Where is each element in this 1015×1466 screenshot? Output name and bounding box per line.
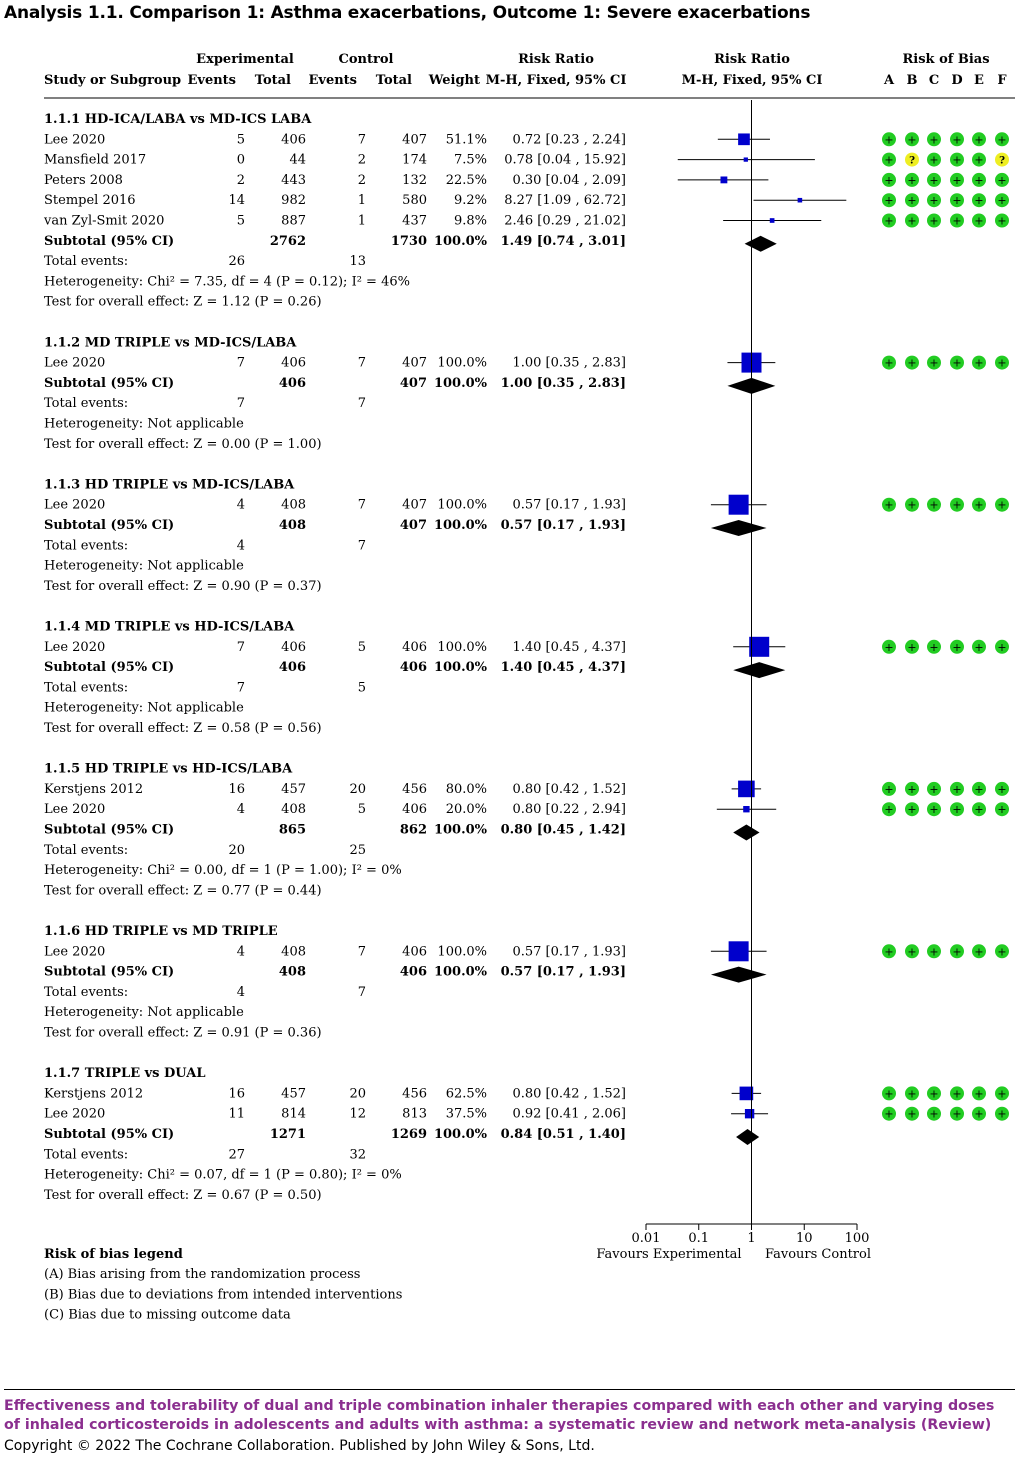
subgroup-6-subtotal-total-control: 406 (399, 964, 427, 980)
subgroup-1-study-1-bias-B-symbol: + (907, 133, 917, 147)
subgroup-4-study-1-bias-F-symbol: + (997, 640, 1007, 654)
subgroup-1-study-2-total-control: 174 (402, 152, 427, 168)
subgroup-1-study-5-bias-A-symbol: + (884, 214, 894, 228)
subgroup-6-study-1-risk-ratio: 0.57 [0.17 , 1.93] (512, 944, 626, 960)
x-tick-label-3: 10 (795, 1231, 813, 1246)
subgroup-7-subtotal-total-experimental: 1271 (269, 1127, 306, 1142)
subgroup-2-study-1-bias-E-symbol: + (974, 356, 984, 370)
subgroup-5-study-1-events-control: 20 (349, 781, 366, 797)
subgroup-1-study-2-name: Mansfield 2017 (44, 152, 147, 168)
subgroup-1-total-events-label: Total events: (44, 254, 129, 270)
subgroup-1-study-2-bias-C-symbol: + (929, 153, 939, 167)
subgroup-7-study-2-point (745, 1109, 754, 1118)
subgroup-5-subtotal-total-control: 862 (399, 822, 427, 838)
x-tick-label-1: 0.1 (688, 1231, 710, 1246)
subgroup-5-study-2-bias-F-symbol: + (997, 803, 1007, 817)
subgroup-1-study-5-total-control: 437 (402, 213, 427, 229)
subgroup-1-study-5-risk-ratio: 2.46 [0.29 , 21.02] (504, 213, 626, 229)
subgroup-4-study-1-weight: 100.0% (437, 639, 487, 655)
subgroup-6-total-events-label: Total events: (44, 984, 129, 1000)
subgroup-1-study-1-total-experimental: 406 (281, 132, 306, 148)
subgroup-7-study-2-bias-E-symbol: + (974, 1107, 984, 1121)
subgroup-3-study-1-bias-F-symbol: + (997, 498, 1007, 512)
subgroup-6-study-1-total-control: 406 (402, 944, 427, 960)
subgroup-6-study-1-total-experimental: 408 (281, 944, 306, 960)
subgroup-4-subtotal-diamond (733, 662, 785, 678)
subgroup-1-study-3-risk-ratio: 0.30 [0.04 , 2.09] (512, 172, 626, 188)
subgroup-3-study-1-bias-D-symbol: + (952, 498, 962, 512)
subgroup-1-study-5-total-experimental: 887 (281, 213, 306, 229)
subgroup-1-study-4-total-experimental: 982 (281, 193, 306, 209)
subgroup-4-overall-effect: Test for overall effect: Z = 0.58 (P = 0.56) (44, 721, 322, 736)
subgroup-6-study-1-bias-D-symbol: + (952, 945, 962, 959)
subgroup-1-study-3-bias-D-symbol: + (952, 173, 962, 187)
copyright-notice: Copyright © 2022 The Cochrane Collaboration. Published by John Wiley & Sons, Ltd. (4, 1438, 595, 1454)
subgroup-7-study-1-bias-B-symbol: + (907, 1087, 917, 1101)
header-risk-of-bias: Risk of Bias (902, 52, 990, 67)
subgroup-5-study-2-bias-C-symbol: + (929, 803, 939, 817)
subgroup-2-subtotal-label: Subtotal (95% CI) (44, 375, 175, 391)
subgroup-7-study-1-bias-A-symbol: + (884, 1087, 894, 1101)
subgroup-4-study-1-name: Lee 2020 (44, 639, 106, 655)
subgroup-1-study-2-bias-D-symbol: + (952, 153, 962, 167)
subgroup-1-study-1-point (738, 133, 750, 145)
x-tick-label-2: 1 (747, 1231, 756, 1246)
subgroup-2-study-1-name: Lee 2020 (44, 355, 106, 371)
subgroup-7-study-1-bias-E-symbol: + (974, 1087, 984, 1101)
subgroup-1-study-2-events-experimental: 0 (236, 152, 245, 168)
subgroup-1-study-1-risk-ratio: 0.72 [0.23 , 2.24] (512, 132, 626, 148)
subgroup-6-subtotal-diamond (711, 967, 767, 983)
subgroup-4-title: 1.1.4 MD TRIPLE vs HD-ICS/LABA (44, 619, 295, 635)
subgroup-1-study-4-bias-C-symbol: + (929, 194, 939, 208)
header-total-experimental: Total (254, 73, 291, 88)
subgroup-2-subtotal-weight: 100.0% (433, 375, 487, 391)
subgroup-5-subtotal-diamond (733, 825, 759, 841)
subgroup-7-study-1-events-experimental: 16 (228, 1086, 245, 1102)
subgroup-5-study-1-point (738, 781, 755, 798)
subgroup-1-study-4-bias-E-symbol: + (974, 194, 984, 208)
subgroup-6-study-1-bias-E-symbol: + (974, 945, 984, 959)
bias-legend-item-3: (C) Bias due to missing outcome data (44, 1307, 291, 1323)
subgroup-3-study-1-risk-ratio: 0.57 [0.17 , 1.93] (512, 497, 626, 513)
subgroup-1-study-4-bias-B-symbol: + (907, 194, 917, 208)
subgroup-4-subtotal-label: Subtotal (95% CI) (44, 660, 175, 676)
subgroup-3-study-1-weight: 100.0% (437, 497, 487, 513)
subgroup-4-study-1-bias-E-symbol: + (974, 640, 984, 654)
subgroup-6-subtotal-total-experimental: 408 (278, 964, 306, 980)
subgroup-5-study-1-bias-F-symbol: + (997, 782, 1007, 796)
subgroup-3-overall-effect: Test for overall effect: Z = 0.90 (P = 0.37) (44, 578, 322, 594)
subgroup-2-study-1-bias-F-symbol: + (997, 356, 1007, 370)
subgroup-7-study-2-risk-ratio: 0.92 [0.41 , 2.06] (512, 1106, 626, 1122)
subgroup-4-subtotal-total-control: 406 (399, 660, 427, 676)
subgroup-6-study-1-name: Lee 2020 (44, 944, 106, 960)
subgroup-1-study-2-bias-E-symbol: + (974, 153, 984, 167)
subgroup-7-study-2-weight: 37.5% (445, 1106, 487, 1122)
subgroup-5-subtotal-risk-ratio: 0.80 [0.45 , 1.42] (500, 822, 626, 838)
subgroup-1-study-5-bias-C-symbol: + (929, 214, 939, 228)
subgroup-6-study-1-events-experimental: 4 (236, 944, 245, 960)
subgroup-5-study-2-total-experimental: 408 (281, 802, 306, 818)
subgroup-7-total-events-control: 32 (349, 1147, 366, 1163)
subgroup-3-study-1-total-control: 407 (402, 497, 427, 513)
subgroup-1-study-4-total-control: 580 (402, 193, 427, 209)
subgroup-3-subtotal-weight: 100.0% (433, 518, 487, 533)
subgroup-1-total-events-experimental: 26 (228, 254, 245, 270)
subgroup-4-study-1-events-control: 5 (357, 639, 366, 655)
subgroup-7-study-1-bias-C-symbol: + (929, 1087, 939, 1101)
subgroup-5-overall-effect: Test for overall effect: Z = 0.77 (P = 0.44) (44, 883, 322, 899)
subgroup-3-study-1-bias-C-symbol: + (929, 498, 939, 512)
subgroup-5-study-1-total-experimental: 457 (281, 781, 306, 797)
subgroup-5-study-2-bias-A-symbol: + (884, 803, 894, 817)
subgroup-3-study-1-events-experimental: 4 (236, 497, 245, 513)
subgroup-3-study-1-point (729, 495, 749, 515)
subgroup-5-study-1-bias-B-symbol: + (907, 782, 917, 796)
subgroup-1-study-5-bias-B-symbol: + (907, 214, 917, 228)
subgroup-7-study-1-total-experimental: 457 (281, 1086, 306, 1102)
subgroup-1-study-1-name: Lee 2020 (44, 132, 106, 148)
subgroup-6-total-events-control: 7 (357, 984, 366, 1000)
header-bias-domain-B: B (906, 73, 918, 88)
subgroup-1-study-3-bias-A-symbol: + (884, 173, 894, 187)
subgroup-7-study-2-events-control: 12 (349, 1106, 366, 1122)
header-total-control: Total (375, 73, 412, 88)
subgroup-6-study-1-weight: 100.0% (437, 944, 487, 960)
header-risk-ratio-plot: Risk Ratio (714, 52, 790, 67)
subgroup-7-study-1-name: Kerstjens 2012 (44, 1086, 144, 1102)
subgroup-5-study-1-events-experimental: 16 (228, 781, 245, 797)
subgroup-2-study-1-risk-ratio: 1.00 [0.35 , 2.83] (512, 355, 626, 371)
subgroup-3-total-events-control: 7 (357, 538, 366, 554)
subgroup-2-study-1-events-control: 7 (357, 355, 366, 371)
bias-legend-item-1: (A) Bias arising from the randomization process (44, 1267, 361, 1282)
subgroup-5-study-1-name: Kerstjens 2012 (44, 781, 144, 797)
header-bias-domain-C: C (928, 73, 940, 88)
subgroup-7-total-events-label: Total events: (44, 1147, 129, 1163)
subgroup-7-study-2-total-control: 813 (402, 1106, 427, 1122)
subgroup-1-subtotal-total-control: 1730 (390, 233, 427, 249)
subgroup-7-study-1-total-control: 456 (402, 1086, 427, 1102)
header-events-experimental: Events (187, 73, 236, 88)
subgroup-1-study-4-risk-ratio: 8.27 [1.09 , 62.72] (504, 193, 626, 209)
subgroup-2-study-1-events-experimental: 7 (236, 355, 245, 371)
subgroup-3-study-1-bias-A-symbol: + (884, 498, 894, 512)
subgroup-7-study-1-risk-ratio: 0.80 [0.42 , 1.52] (512, 1086, 626, 1102)
subgroup-1-study-2-weight: 7.5% (453, 152, 487, 168)
header-weight: Weight (428, 73, 480, 88)
subgroup-1-study-2-bias-B-symbol: ? (909, 155, 915, 167)
subgroup-2-study-1-total-control: 407 (402, 355, 427, 371)
header-bias-domain-D: D (951, 73, 963, 88)
subgroup-4-study-1-total-control: 406 (402, 639, 427, 655)
favours-control-label: Favours Control (764, 1247, 872, 1262)
subgroup-3-study-1-bias-E-symbol: + (974, 498, 984, 512)
subgroup-7-study-2-bias-D-symbol: + (952, 1107, 962, 1121)
subgroup-2-subtotal-total-experimental: 406 (278, 375, 306, 391)
subgroup-7-study-1-weight: 62.5% (445, 1086, 487, 1102)
subgroup-7-subtotal-total-control: 1269 (390, 1127, 427, 1142)
subgroup-5-title: 1.1.5 HD TRIPLE vs HD-ICS/LABA (44, 761, 293, 777)
subgroup-4-subtotal-weight: 100.0% (433, 660, 487, 676)
subgroup-1-study-5-events-experimental: 5 (236, 213, 245, 229)
subgroup-4-study-1-risk-ratio: 1.40 [0.45 , 4.37] (512, 639, 626, 655)
subgroup-7-study-1-bias-F-symbol: + (997, 1087, 1007, 1101)
subgroup-7-heterogeneity: Heterogeneity: Chi² = 0.07, df = 1 (P = 0.80); I² = 0% (44, 1167, 402, 1183)
subgroup-5-heterogeneity: Heterogeneity: Chi² = 0.00, df = 1 (P = 1.00); I² = 0% (44, 863, 402, 879)
page-title: Analysis 1.1. Comparison 1: Asthma exacerbations, Outcome 1: Severe exacerbations (4, 3, 811, 23)
x-tick-label-0: 0.01 (631, 1231, 661, 1246)
subgroup-1-study-2-total-experimental: 44 (289, 152, 306, 168)
subgroup-1-study-5-events-control: 1 (357, 213, 366, 229)
subgroup-3-total-events-experimental: 4 (236, 538, 245, 554)
subgroup-6-study-1-bias-A-symbol: + (884, 945, 894, 959)
footer-divider (4, 1389, 1015, 1390)
subgroup-1-subtotal-risk-ratio: 1.49 [0.74 , 3.01] (500, 233, 626, 249)
subgroup-6-overall-effect: Test for overall effect: Z = 0.91 (P = 0.36) (44, 1025, 322, 1041)
subgroup-4-subtotal-total-experimental: 406 (278, 660, 306, 676)
subgroup-7-study-1-events-control: 20 (349, 1086, 366, 1102)
subgroup-1-study-4-point (798, 198, 803, 203)
subgroup-3-total-events-label: Total events: (44, 538, 129, 554)
subgroup-4-total-events-experimental: 7 (236, 680, 245, 696)
subgroup-2-overall-effect: Test for overall effect: Z = 0.00 (P = 1.00) (44, 436, 322, 452)
subgroup-5-study-1-weight: 80.0% (445, 781, 487, 797)
subgroup-1-study-3-events-control: 2 (357, 172, 366, 188)
subgroup-7-study-2-name: Lee 2020 (44, 1106, 106, 1122)
header-experimental: Experimental (196, 52, 294, 67)
subgroup-1-study-1-total-control: 407 (402, 132, 427, 148)
subgroup-6-study-1-bias-B-symbol: + (907, 945, 917, 959)
subgroup-1-study-2-risk-ratio: 0.78 [0.04 , 15.92] (504, 152, 626, 168)
subgroup-1-title: 1.1.1 HD-ICA/LABA vs MD-ICS LABA (44, 112, 312, 127)
subgroup-6-heterogeneity: Heterogeneity: Not applicable (44, 1005, 244, 1021)
subgroup-1-study-3-total-control: 132 (402, 172, 427, 188)
subgroup-7-study-2-events-experimental: 11 (228, 1106, 245, 1122)
subgroup-1-study-4-events-experimental: 14 (228, 193, 245, 209)
subgroup-7-subtotal-weight: 100.0% (433, 1127, 487, 1142)
subgroup-2-study-1-bias-D-symbol: + (952, 356, 962, 370)
subgroup-1-study-3-point (721, 176, 728, 183)
subgroup-1-study-4-bias-D-symbol: + (952, 194, 962, 208)
subgroup-1-study-1-bias-F-symbol: + (997, 133, 1007, 147)
subgroup-4-total-events-label: Total events: (44, 680, 129, 696)
subgroup-5-study-2-events-control: 5 (357, 802, 366, 818)
bias-legend-item-2: (B) Bias due to deviations from intended interventions (44, 1287, 403, 1303)
subgroup-1-study-3-bias-F-symbol: + (997, 173, 1007, 187)
subgroup-4-total-events-control: 5 (357, 680, 366, 696)
subgroup-2-total-events-label: Total events: (44, 396, 129, 412)
subgroup-1-study-5-bias-E-symbol: + (974, 214, 984, 228)
subgroup-1-study-5-name: van Zyl-Smit 2020 (44, 213, 165, 229)
subgroup-4-study-1-bias-A-symbol: + (884, 640, 894, 654)
subgroup-2-study-1-total-experimental: 406 (281, 355, 306, 371)
subgroup-1-study-1-bias-A-symbol: + (884, 133, 894, 147)
subgroup-2-study-1-bias-C-symbol: + (929, 356, 939, 370)
subgroup-3-study-1-events-control: 7 (357, 497, 366, 513)
subgroup-1-total-events-control: 13 (349, 254, 366, 270)
header-bias-domain-A: A (883, 73, 895, 88)
subgroup-3-subtotal-total-experimental: 408 (278, 518, 306, 533)
subgroup-1-study-4-weight: 9.2% (453, 193, 487, 209)
bias-legend-title: Risk of bias legend (44, 1247, 183, 1262)
subgroup-5-study-2-risk-ratio: 0.80 [0.22 , 2.94] (512, 802, 626, 818)
favours-experimental-label: Favours Experimental (596, 1247, 742, 1262)
subgroup-3-subtotal-total-control: 407 (399, 518, 427, 533)
subgroup-5-study-2-name: Lee 2020 (44, 802, 106, 818)
subgroup-1-study-2-events-control: 2 (357, 152, 366, 168)
x-tick-label-4: 100 (844, 1231, 870, 1246)
subgroup-1-subtotal-label: Subtotal (95% CI) (44, 233, 175, 249)
subgroup-5-total-events-label: Total events: (44, 842, 129, 858)
subgroup-5-total-events-control: 25 (349, 842, 366, 858)
subgroup-7-study-2-bias-B-symbol: + (907, 1107, 917, 1121)
subgroup-4-subtotal-risk-ratio: 1.40 [0.45 , 4.37] (500, 660, 626, 676)
subgroup-1-study-3-bias-C-symbol: + (929, 173, 939, 187)
subgroup-7-title: 1.1.7 TRIPLE vs DUAL (44, 1066, 206, 1082)
subgroup-1-study-3-events-experimental: 2 (236, 172, 245, 188)
subgroup-1-study-4-bias-A-symbol: + (884, 194, 894, 208)
subgroup-5-subtotal-weight: 100.0% (433, 822, 487, 838)
subgroup-5-subtotal-total-experimental: 865 (278, 822, 306, 838)
subgroup-1-study-3-weight: 22.5% (445, 172, 487, 188)
subgroup-1-study-2-point (744, 157, 748, 161)
subgroup-4-study-1-bias-C-symbol: + (929, 640, 939, 654)
subgroup-5-study-1-bias-D-symbol: + (952, 782, 962, 796)
subgroup-2-subtotal-total-control: 407 (399, 375, 427, 391)
subgroup-7-total-events-experimental: 27 (228, 1147, 245, 1163)
subgroup-1-study-1-bias-C-symbol: + (929, 133, 939, 147)
subgroup-2-heterogeneity: Heterogeneity: Not applicable (44, 416, 244, 432)
subgroup-6-study-1-events-control: 7 (357, 944, 366, 960)
subgroup-5-study-1-bias-A-symbol: + (884, 782, 894, 796)
subgroup-6-study-1-bias-C-symbol: + (929, 945, 939, 959)
subgroup-2-subtotal-risk-ratio: 1.00 [0.35 , 2.83] (500, 375, 626, 391)
subgroup-6-subtotal-label: Subtotal (95% CI) (44, 964, 175, 980)
subgroup-1-subtotal-weight: 100.0% (433, 233, 487, 249)
subgroup-1-study-1-bias-E-symbol: + (974, 133, 984, 147)
header-study: Study or Subgroup (44, 73, 182, 88)
subgroup-3-subtotal-label: Subtotal (95% CI) (44, 518, 175, 533)
subgroup-1-study-3-name: Peters 2008 (44, 172, 123, 188)
subgroup-1-study-4-events-control: 1 (357, 193, 366, 209)
subgroup-7-study-1-bias-D-symbol: + (952, 1087, 962, 1101)
header-risk-ratio-table: Risk Ratio (518, 52, 594, 67)
subgroup-1-study-5-weight: 9.8% (453, 213, 487, 229)
subgroup-6-study-1-point (729, 941, 749, 961)
subgroup-1-study-2-bias-F-symbol: ? (999, 155, 1005, 167)
subgroup-1-overall-effect: Test for overall effect: Z = 1.12 (P = 0.26) (44, 294, 322, 310)
header-method-plot: M-H, Fixed, 95% CI (681, 73, 823, 88)
subgroup-1-study-5-point (770, 218, 775, 223)
subgroup-5-study-2-bias-B-symbol: + (907, 803, 917, 817)
subgroup-1-study-1-weight: 51.1% (445, 132, 487, 148)
subgroup-2-total-events-control: 7 (357, 396, 366, 412)
subgroup-7-study-2-total-experimental: 814 (281, 1106, 306, 1122)
subgroup-4-study-1-point (749, 637, 769, 657)
subgroup-2-study-1-bias-A-symbol: + (884, 356, 894, 370)
subgroup-7-overall-effect: Test for overall effect: Z = 0.67 (P = 0.50) (44, 1187, 322, 1203)
subgroup-7-subtotal-label: Subtotal (95% CI) (44, 1127, 175, 1142)
subgroup-1-study-1-events-control: 7 (357, 132, 366, 148)
subgroup-1-study-1-events-experimental: 5 (236, 132, 245, 148)
subgroup-1-study-4-bias-F-symbol: + (997, 194, 1007, 208)
subgroup-5-study-1-bias-C-symbol: + (929, 782, 939, 796)
subgroup-3-study-1-bias-B-symbol: + (907, 498, 917, 512)
subgroup-3-title: 1.1.3 HD TRIPLE vs MD-ICS/LABA (44, 477, 295, 493)
subgroup-3-subtotal-risk-ratio: 0.57 [0.17 , 1.93] (500, 518, 626, 533)
subgroup-5-total-events-experimental: 20 (228, 842, 245, 858)
subgroup-3-subtotal-diamond (711, 520, 767, 536)
subgroup-4-study-1-events-experimental: 7 (236, 639, 245, 655)
subgroup-1-subtotal-diamond (745, 236, 777, 252)
subgroup-5-study-1-bias-E-symbol: + (974, 782, 984, 796)
subgroup-2-total-events-experimental: 7 (236, 396, 245, 412)
header-bias-domain-E: E (974, 73, 984, 88)
header-control: Control (338, 52, 394, 67)
subgroup-5-study-2-point (743, 806, 749, 812)
subgroup-1-study-4-name: Stempel 2016 (44, 193, 136, 209)
subgroup-6-total-events-experimental: 4 (236, 984, 245, 1000)
header-events-control: Events (308, 73, 357, 88)
subgroup-1-study-1-bias-D-symbol: + (952, 133, 962, 147)
subgroup-3-heterogeneity: Heterogeneity: Not applicable (44, 558, 244, 574)
subgroup-1-study-3-bias-B-symbol: + (907, 173, 917, 187)
subgroup-4-heterogeneity: Heterogeneity: Not applicable (44, 700, 244, 716)
subgroup-1-heterogeneity: Heterogeneity: Chi² = 7.35, df = 4 (P = 0.12); I² = 46% (44, 274, 410, 290)
review-title: Effectiveness and tolerability of dual and triple combination inhaler therapies compared with each other and varying doses of inhaled corticosteroids in adolescents and adults with asthma: a systematic review and network meta-analysis (Review) (4, 1398, 995, 1433)
subgroup-5-study-2-weight: 20.0% (445, 802, 487, 818)
subgroup-7-study-2-bias-C-symbol: + (929, 1107, 939, 1121)
subgroup-6-study-1-bias-F-symbol: + (997, 945, 1007, 959)
subgroup-4-study-1-bias-D-symbol: + (952, 640, 962, 654)
subgroup-5-study-1-risk-ratio: 0.80 [0.42 , 1.52] (512, 781, 626, 797)
subgroup-1-study-3-bias-E-symbol: + (974, 173, 984, 187)
subgroup-4-study-1-total-experimental: 406 (281, 639, 306, 655)
subgroup-5-study-2-total-control: 406 (402, 802, 427, 818)
subgroup-5-study-2-events-experimental: 4 (236, 802, 245, 818)
subgroup-5-study-2-bias-D-symbol: + (952, 803, 962, 817)
subgroup-5-subtotal-label: Subtotal (95% CI) (44, 822, 175, 838)
subgroup-3-study-1-name: Lee 2020 (44, 497, 106, 513)
subgroup-6-subtotal-weight: 100.0% (433, 964, 487, 980)
subgroup-6-subtotal-risk-ratio: 0.57 [0.17 , 1.93] (500, 964, 626, 980)
subgroup-2-title: 1.1.2 MD TRIPLE vs MD-ICS/LABA (44, 335, 297, 351)
subgroup-6-title: 1.1.6 HD TRIPLE vs MD TRIPLE (44, 924, 278, 939)
subgroup-7-study-2-bias-A-symbol: + (884, 1107, 894, 1121)
subgroup-1-study-3-total-experimental: 443 (281, 172, 306, 188)
subgroup-7-subtotal-diamond (736, 1129, 759, 1145)
subgroup-5-study-2-bias-E-symbol: + (974, 803, 984, 817)
subgroup-1-study-2-bias-A-symbol: + (884, 153, 894, 167)
subgroup-2-study-1-weight: 100.0% (437, 355, 487, 371)
subgroup-2-study-1-bias-B-symbol: + (907, 356, 917, 370)
subgroup-1-study-5-bias-D-symbol: + (952, 214, 962, 228)
header-bias-domain-F: F (997, 73, 1007, 88)
subgroup-7-subtotal-risk-ratio: 0.84 [0.51 , 1.40] (500, 1127, 626, 1142)
subgroup-3-study-1-total-experimental: 408 (281, 497, 306, 513)
subgroup-7-study-2-bias-F-symbol: + (997, 1107, 1007, 1121)
subgroup-5-study-1-total-control: 456 (402, 781, 427, 797)
subgroup-1-study-5-bias-F-symbol: + (997, 214, 1007, 228)
subgroup-1-subtotal-total-experimental: 2762 (269, 233, 306, 249)
subgroup-4-study-1-bias-B-symbol: + (907, 640, 917, 654)
header-method-table: M-H, Fixed, 95% CI (485, 73, 627, 88)
